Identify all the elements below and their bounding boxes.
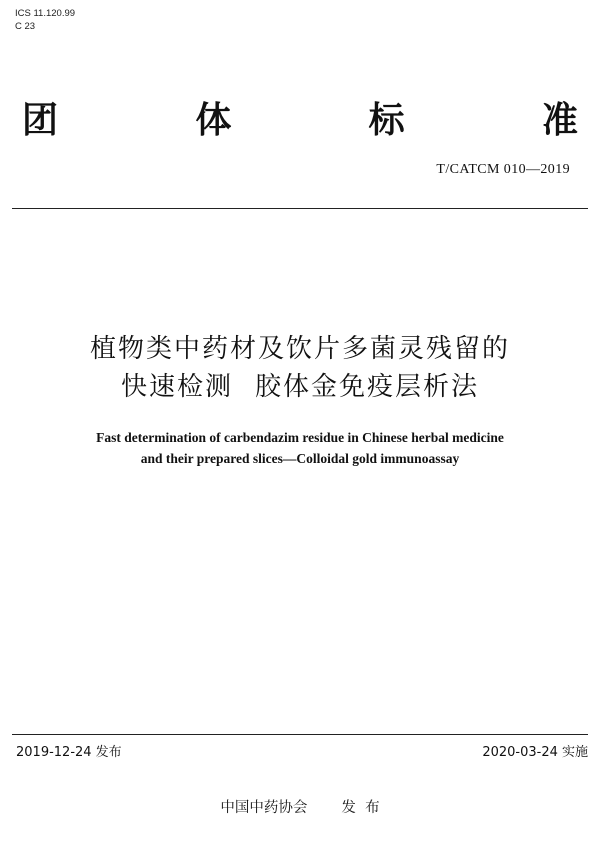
standard-type-char: 团: [22, 100, 59, 141]
ccs-code: C 23: [15, 21, 36, 32]
standard-number: T/CATCM 010—2019: [436, 162, 570, 177]
title-chinese-line-2: [0, 368, 600, 406]
issuer-name: 中国中药协会: [220, 800, 308, 816]
standard-type-heading: [22, 98, 578, 144]
issuer-action: 发 布: [341, 800, 380, 816]
standard-type-char: 体: [195, 100, 232, 141]
title-chinese-part-b: 胶体金免疫层析法: [255, 372, 480, 402]
standard-type-char: 标: [368, 100, 405, 141]
implementation-date: 2020-03-24 实施: [482, 745, 588, 760]
title-chinese-part-a: 快速检测: [120, 372, 233, 402]
title-english-line-1: Fast determination of carbendazim residue in Chinese herbal medicine: [96, 430, 504, 445]
issuer-line: [0, 797, 600, 819]
top-divider: [12, 208, 588, 209]
title-english-line-2: and their prepared slices—Colloidal gold immunoassay: [140, 451, 460, 466]
standard-type-char: 准: [541, 100, 578, 141]
title-chinese-line-1: 植物类中药材及饮片多菌灵残留的: [89, 334, 510, 364]
bottom-divider: [12, 734, 588, 735]
issue-date: 2019-12-24 发布: [16, 745, 122, 760]
ics-code: ICS 11.120.99: [15, 8, 76, 19]
